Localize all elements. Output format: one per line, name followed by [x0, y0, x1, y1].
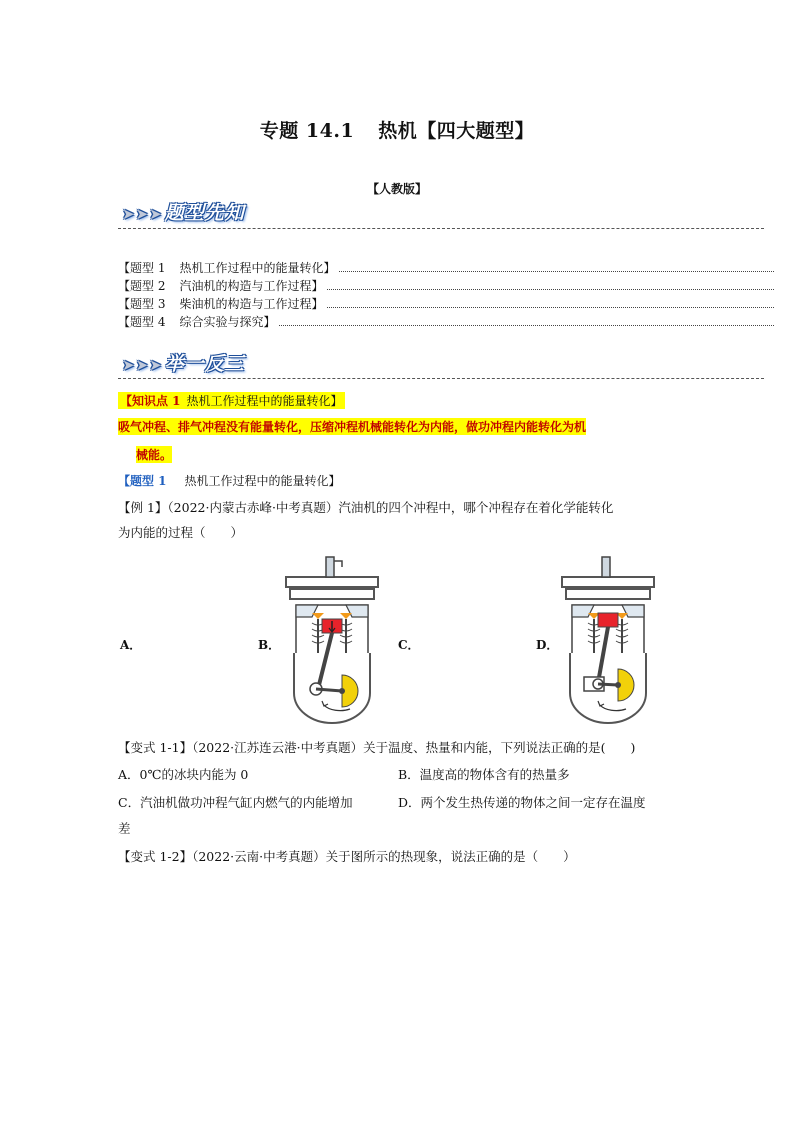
type-heading-1: [118, 472, 341, 489]
toc-item-3[interactable]: [118, 295, 774, 312]
toc-item-4[interactable]: [118, 313, 774, 330]
knowledge-point-heading: [118, 392, 345, 409]
type-text: 热机工作过程中的能量转化】: [184, 474, 341, 488]
kp-label: 【知识点 1: [120, 394, 181, 408]
toc-leader: [279, 325, 774, 326]
option-b[interactable]: B．: [258, 638, 281, 652]
edition-label: 【人教版】: [366, 182, 427, 196]
toc-leader: [339, 271, 774, 272]
banner-toc-text: 题型先知: [164, 202, 245, 224]
option-d[interactable]: D．: [536, 638, 559, 652]
option-c[interactable]: C．: [398, 638, 420, 652]
spark-plug-icon: [602, 557, 610, 577]
toc-text: 柴油机的构造与工作过程】: [179, 297, 324, 311]
arrows-icon: ➤➤➤: [122, 205, 163, 223]
engine-diagram-b: [272, 553, 392, 729]
toc-leader: [327, 307, 774, 308]
toc-label: 【题型 3: [118, 297, 166, 311]
page-title: [0, 116, 794, 143]
banner-toc: [122, 198, 245, 225]
toc-text: 汽油机的构造与工作过程】: [179, 279, 324, 293]
title-sub: 热机【四大题型】: [378, 120, 535, 142]
spark-plug-icon: [326, 557, 334, 577]
title-main: 专题 14.1: [259, 120, 355, 142]
toc-text: 热机工作过程中的能量转化】: [179, 261, 336, 275]
toc-item-2[interactable]: [118, 277, 774, 294]
piston-icon: [598, 613, 618, 627]
kp-text: 热机工作过程中的能量转化】: [186, 394, 343, 408]
type-label: 【题型 1: [118, 474, 167, 488]
toc-label: 【题型 2: [118, 279, 166, 293]
banner-examples-text: 举一反三: [164, 353, 245, 375]
variant-1-1-option-c[interactable]: C．汽油机做功冲程气缸内燃气的内能增加: [118, 795, 353, 810]
toc-leader: [327, 289, 774, 290]
toc-text: 综合实验与探究】: [179, 315, 276, 329]
knowledge-note-line1: 吸气冲程、排气冲程没有能量转化，压缩冲程机械能转化为内能，做功冲程内能转化为机: [118, 420, 587, 434]
divider: [118, 378, 764, 379]
example-1-line1: 【例 1】（2022·内蒙古赤峰·中考真题）汽油机的四个冲程中，哪个冲程存在着化学能转化: [118, 500, 614, 515]
toc-label: 【题型 4: [118, 315, 166, 329]
toc-label: 【题型 1: [118, 261, 166, 275]
variant-1-2-stem: 【变式 1-2】（2022·云南·中考真题）关于图所示的热现象，说法正确的是（ ）: [118, 849, 576, 864]
example-1-line2: 为内能的过程（ ）: [118, 525, 244, 540]
divider: [118, 228, 764, 229]
variant-1-1-option-b[interactable]: B．温度高的物体含有的热量多: [398, 767, 570, 782]
banner-examples: [122, 349, 245, 376]
option-a[interactable]: A．: [120, 638, 142, 652]
variant-1-1-option-d[interactable]: D．两个发生热传递的物体之间一定存在温度: [398, 795, 646, 810]
example-1-stem: [118, 495, 778, 545]
variant-1-1-stem: 【变式 1-1】（2022·江苏连云港·中考真题）关于温度、热量和内能，下列说法正确的是( ): [118, 740, 636, 755]
variant-1-1-option-d-cont: 差: [118, 821, 131, 836]
knowledge-note-line2: 械能。: [136, 448, 173, 462]
arrows-icon: ➤➤➤: [122, 356, 163, 374]
variant-1-1-option-a[interactable]: A．0℃的冰块内能为 0: [118, 767, 249, 782]
toc-item-1[interactable]: [118, 259, 774, 276]
engine-diagram-d: [548, 553, 668, 729]
